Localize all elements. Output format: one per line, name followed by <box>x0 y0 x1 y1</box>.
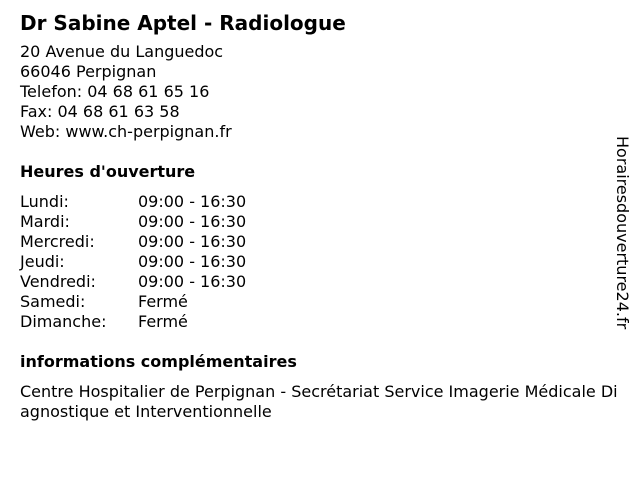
hours-time: 09:00 - 16:30 <box>138 272 247 291</box>
hours-row <box>20 192 610 212</box>
hours-day: Vendredi: <box>20 272 96 291</box>
hours-row <box>20 252 610 272</box>
hours-row <box>20 232 610 252</box>
hours-row <box>20 272 610 292</box>
hours-day: Samedi: <box>20 292 86 311</box>
hours-time: 09:00 - 16:30 <box>138 252 247 271</box>
hours-day: Dimanche: <box>20 312 107 331</box>
address-block <box>20 42 610 142</box>
hours-day: Lundi: <box>20 192 69 211</box>
hours-table <box>20 192 610 332</box>
hours-time: 09:00 - 16:30 <box>138 192 247 211</box>
phone-number: Telefon: 04 68 61 65 16 <box>20 82 210 101</box>
page-title: Dr Sabine Aptel - Radiologue <box>20 11 346 35</box>
fax-number: Fax: 04 68 61 63 58 <box>20 102 180 121</box>
hours-row <box>20 292 610 312</box>
hours-day: Mercredi: <box>20 232 95 251</box>
hours-time: Fermé <box>138 292 188 311</box>
hours-heading: Heures d'ouverture <box>20 162 196 181</box>
address-city: 66046 Perpignan <box>20 62 157 81</box>
hours-time: 09:00 - 16:30 <box>138 232 247 251</box>
address-street: 20 Avenue du Languedoc <box>20 42 224 61</box>
info-heading: informations complémentaires <box>20 352 297 371</box>
website-line: Web: www.ch-perpignan.fr <box>20 122 232 141</box>
hours-day: Mardi: <box>20 212 70 231</box>
info-text: Centre Hospitalier de Perpignan - Secrétariat Service Imagerie Médicale Diagnostique et Interventionnelle <box>20 382 618 421</box>
hours-day: Jeudi: <box>20 252 65 271</box>
business-card <box>20 10 618 422</box>
hours-row <box>20 212 610 232</box>
site-watermark: Horairesdouverture24.fr <box>613 136 632 330</box>
hours-row <box>20 312 610 332</box>
hours-time: Fermé <box>138 312 188 331</box>
hours-time: 09:00 - 16:30 <box>138 212 247 231</box>
